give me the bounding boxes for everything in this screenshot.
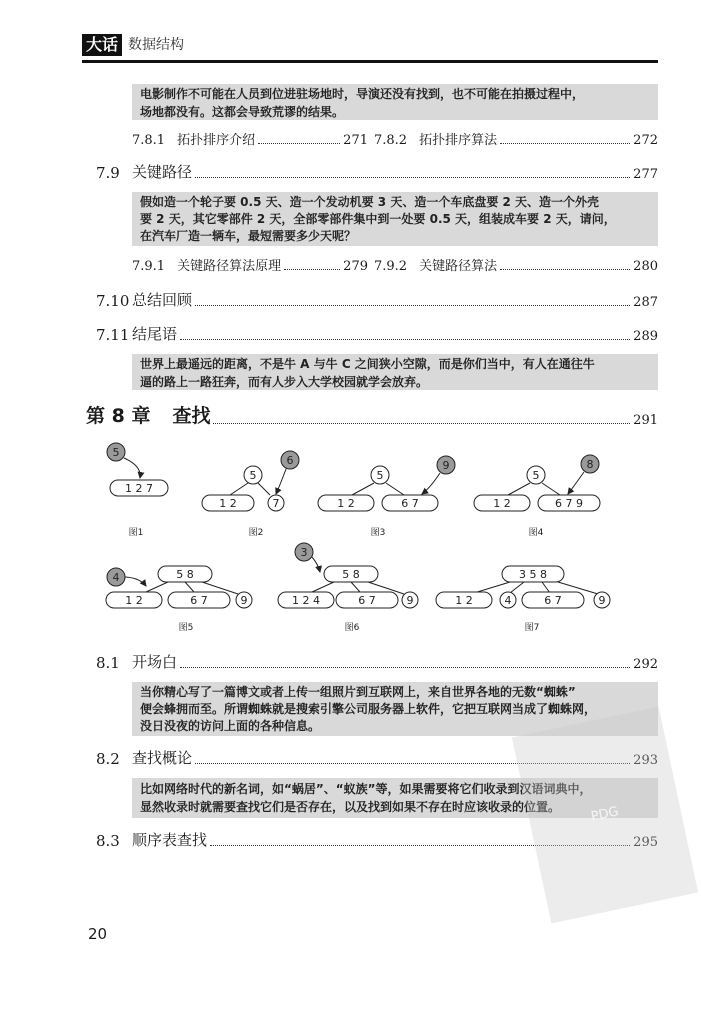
quote-line: 电影制作不可能在人员到位进驻场地时，导演还没有找到，也不可能在拍摄过程中， (140, 87, 585, 101)
insert-arrow (312, 557, 320, 572)
toc-number: 8.3 (96, 832, 120, 850)
figure-caption: 图1 (128, 528, 144, 538)
node-label: 9 (598, 594, 606, 607)
node-label: 9 (442, 459, 450, 472)
toc-leader (180, 339, 630, 340)
node-label: 4 (504, 594, 512, 607)
toc-number: 7.11 (96, 326, 130, 344)
toc-title: 总结回顾 (132, 291, 193, 309)
tree-edge (146, 582, 168, 592)
figure-caption: 图2 (248, 528, 264, 538)
toc-entry-7-9-2[interactable] (374, 256, 658, 274)
toc-number: 8.1 (96, 654, 120, 672)
node-label: 1 2 (125, 594, 143, 607)
node-label: 3 5 8 (519, 568, 547, 581)
tree-edge (474, 582, 510, 593)
figure-caption: 图3 (370, 528, 386, 538)
toc-leader (213, 423, 630, 424)
toc-number: 7.9.2 (374, 259, 408, 274)
node-label: 1 2 4 (292, 594, 320, 607)
toc-number: 7.10 (96, 292, 130, 310)
toc-leader (284, 269, 340, 270)
toc-leader (258, 143, 340, 144)
figure-caption: 图6 (344, 623, 360, 633)
toc-title: 关键路径算法 (419, 259, 498, 274)
node-label: 5 8 (342, 568, 360, 581)
toc-leader (195, 305, 630, 306)
node-label: 9 (406, 594, 414, 607)
node-label: 6 7 (401, 497, 419, 510)
toc-entry-7-11[interactable] (96, 324, 658, 344)
node-label: 1 2 7 (125, 482, 153, 495)
node-label: 5 (112, 446, 120, 459)
insert-arrow (125, 577, 146, 586)
tree-edge (351, 582, 360, 592)
quote-box-distance (132, 354, 658, 390)
figure-caption: 图4 (528, 528, 544, 538)
insert-arrow (124, 458, 140, 478)
toc-number: 7.9.1 (132, 259, 166, 274)
toc-leader (180, 667, 630, 668)
toc-title: 关键路径算法原理 (177, 259, 282, 274)
insert-arrow (422, 473, 440, 494)
quote-line: 显然收录时就需要查找它们是否存在，以及找到如果不存在时应该收录的位置。 (140, 800, 561, 814)
node-label: 9 (240, 594, 248, 607)
toc-number: 8.2 (96, 750, 120, 768)
toc-page: 289 (633, 329, 658, 344)
toc-leader (500, 269, 630, 270)
toc-title: 拓扑排序介绍 (177, 133, 256, 148)
node-label: 6 7 (358, 594, 376, 607)
tree-edge (542, 483, 560, 495)
node-label: 1 2 (337, 497, 355, 510)
page-number: 20 (88, 925, 108, 943)
toc-leader (195, 177, 630, 178)
node-label: 3 (300, 546, 308, 559)
toc-page: 295 (633, 835, 658, 850)
node-label: 6 7 (190, 594, 208, 607)
toc-page: 291 (633, 413, 658, 428)
node-label: 7 (272, 497, 280, 510)
quote-line: 逼的路上一路狂奔，而有人步入大学校园就学会放弃。 (140, 375, 429, 389)
node-label: 8 (586, 458, 594, 471)
node-label: 1 2 (455, 594, 473, 607)
chapter-title: 查找 (172, 405, 211, 427)
toc-title: 结尾语 (132, 325, 178, 343)
node-label: 5 (532, 469, 540, 482)
header-rule (82, 60, 658, 63)
quote-line: 世界上最遥远的距离，不是牛 A 与牛 C 之间狭小空隙，而是你们当中，有人在通往牛 (140, 357, 595, 371)
toc-chapter-8[interactable] (86, 404, 658, 428)
node-label: 6 7 9 (555, 497, 583, 510)
quote-box-movie (132, 84, 658, 120)
node-label: 5 (249, 469, 257, 482)
tree-edge (510, 582, 524, 593)
tree-edge (352, 483, 374, 495)
quote-line: 比如网络时代的新名词，如“蜗居”、“蚁族”等，如果需要将它们收录到汉语词典中， (140, 782, 592, 796)
quote-line: 便会蜂拥而至。所谓蜘蛛就是搜索引擎公司服务器上软件，它把互联网当成了蜘蛛网， (140, 702, 597, 716)
quote-line: 在汽车厂造一辆车，最短需要多少天呢？ (140, 229, 357, 243)
toc-title: 查找概论 (132, 749, 193, 767)
toc-number: 7.8.1 (132, 133, 166, 148)
quote-line: 假如造一个轮子要 0.5 天、造一个发动机要 3 天、造一个车底盘要 2 天、造一个外壳 (140, 195, 600, 209)
toc-number: 7.8.2 (374, 133, 408, 148)
toc-page: 272 (633, 133, 658, 148)
toc-entry-7-10[interactable] (96, 290, 658, 310)
quote-line: 场地都没有。这都会导致荒谬的结果。 (140, 105, 345, 119)
tree-edge (312, 582, 334, 592)
node-label: 6 7 (544, 594, 562, 607)
quote-line: 没日没夜的访问上面的各种信息。 (140, 719, 321, 733)
toc-entry-7-9-1[interactable] (132, 256, 368, 274)
toc-entry-8-1[interactable] (96, 652, 658, 672)
quote-line: 要 2 天，其它零部件 2 天，全部零部件集中到一处要 0.5 天，组装成车要 2 天，请问， (140, 212, 616, 226)
quote-line: 当你精心写了一篇博文或者上传一组照片到互联网上，来自世界各地的无数“蜘蛛” (140, 685, 576, 699)
tree-edge (508, 483, 530, 495)
node-label: 1 2 (493, 497, 511, 510)
insert-arrow (568, 472, 584, 494)
figure-caption: 图7 (524, 623, 540, 633)
toc-page: 280 (633, 259, 658, 274)
tree-edge (185, 582, 194, 592)
toc-title: 关键路径 (132, 163, 193, 181)
node-label: 5 8 (176, 568, 194, 581)
toc-page: 279 (343, 259, 368, 274)
toc-entry-7-8-2[interactable] (374, 130, 658, 148)
toc-leader (500, 143, 630, 144)
toc-page: 292 (633, 657, 658, 672)
book-logo: 大话 (82, 34, 122, 56)
toc-entry-7-9[interactable] (96, 162, 658, 182)
toc-page: 277 (633, 167, 658, 182)
tree-edge (386, 483, 404, 495)
node-label: 4 (112, 571, 120, 584)
toc-page: 293 (633, 753, 658, 768)
toc-title: 拓扑排序算法 (419, 133, 498, 148)
toc-title: 顺序表查找 (132, 831, 208, 849)
quote-box-car (132, 192, 658, 246)
toc-number: 7.9 (96, 164, 120, 182)
watermark-stamp: PDG (512, 706, 698, 923)
insert-arrow (276, 469, 286, 494)
node-label: 6 (286, 454, 294, 467)
toc-title: 开场白 (132, 653, 178, 671)
book-title: 数据结构 (128, 37, 184, 53)
tree-edge (230, 483, 248, 495)
tree-edge (542, 582, 550, 593)
toc-page: 271 (343, 133, 368, 148)
figure-caption: 图5 (178, 623, 194, 633)
btree-insertion-figure (90, 440, 630, 640)
node-label: 1 2 (219, 497, 237, 510)
toc-entry-7-8-1[interactable] (132, 130, 368, 148)
node-label: 5 (376, 469, 384, 482)
tree-edge (258, 483, 270, 495)
toc-page: 287 (633, 295, 658, 310)
chapter-number: 第 8 章 (86, 405, 151, 427)
